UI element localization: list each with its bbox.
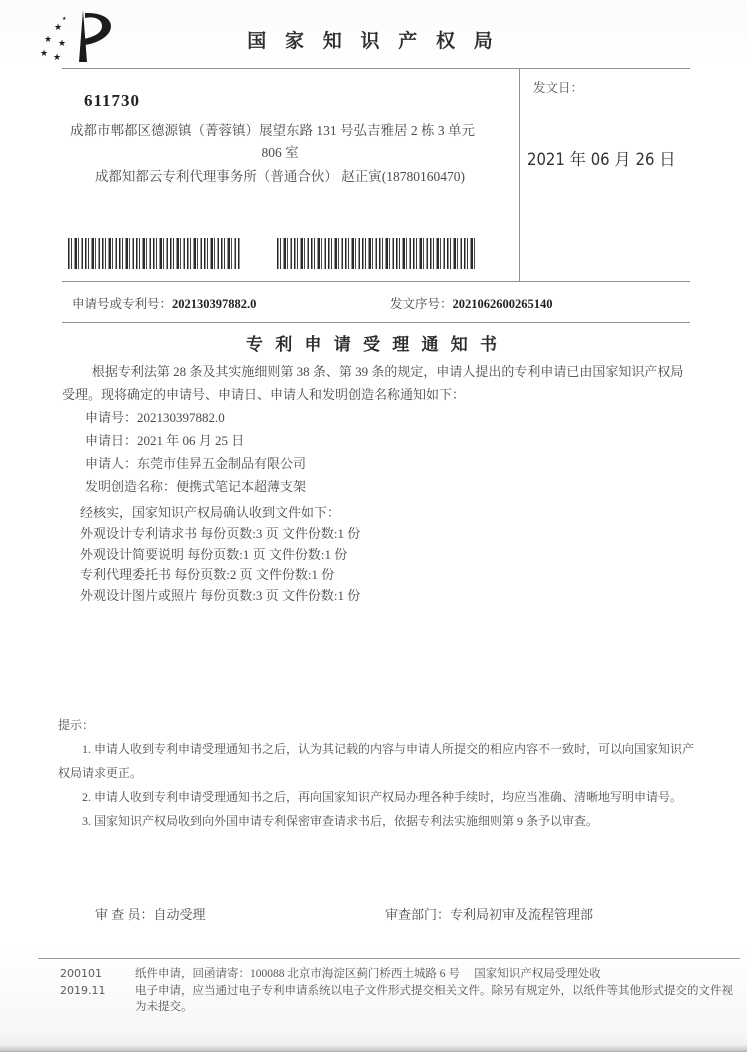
svg-text:★: ★ — [40, 48, 49, 58]
signoff-row — [95, 904, 695, 923]
serial-number-label: 发文序号： — [390, 297, 453, 311]
numbers-bottom-divider — [62, 322, 690, 323]
examiner-value: 自动受理 — [153, 907, 206, 922]
field-label: 发明创造名称： — [85, 479, 177, 494]
field-value: 便携式笔记本超薄支架 — [176, 479, 307, 494]
hints-section — [58, 713, 698, 833]
field-application-date — [85, 429, 694, 452]
serial-number — [390, 294, 553, 312]
recipient-agency-line: 成都知都云专利代理事务所（普通合伙） 赵正寅(18780160470) — [94, 169, 466, 184]
footer-divider — [38, 958, 740, 959]
examiner-label: 审 查 员： — [95, 907, 154, 922]
footer-form-codes — [60, 966, 130, 999]
recipient-block — [70, 90, 490, 188]
hints-label: 提示： — [58, 718, 95, 732]
field-label: 申请号： — [85, 410, 138, 425]
barcode-right — [277, 238, 477, 269]
barcode-left — [68, 238, 241, 269]
field-label: 申请人： — [85, 456, 138, 471]
header-divider — [62, 68, 690, 69]
received-document-item: 外观设计简要说明 每份页数:1 页 文件份数:1 份 — [80, 546, 348, 562]
dispatch-box-divider — [519, 68, 520, 281]
footer-section — [60, 966, 740, 1016]
notice-intro-paragraph: 根据专利法第 28 条及其实施细则第 38 条、第 39 条的规定，申请人提出的专利申请已由国家知识产权局受理。现将确定的申请号、申请日、申请人和发明创造名称通知如下： — [62, 364, 684, 402]
dispatch-date-value: 2021 年 06 月 26 日 — [527, 150, 676, 169]
field-application-number — [85, 406, 694, 429]
field-applicant — [85, 452, 694, 475]
document-numbers-row — [72, 294, 690, 312]
postal-code: 611730 — [84, 91, 141, 110]
recipient-address-line1: 成都市郫都区德源镇（菁蓉镇）展望东路 131 号弘吉雅居 2 栋 3 单元 — [70, 123, 475, 138]
serial-number-value: 2021062600265140 — [452, 297, 553, 311]
svg-text:★: ★ — [54, 22, 63, 32]
field-label: 申请日： — [85, 433, 138, 448]
received-document-item: 外观设计图片或照片 每份页数:3 页 文件份数:1 份 — [80, 587, 361, 603]
field-value: 2021 年 06 月 25 日 — [137, 433, 245, 448]
recipient-address-line2: 806 室 — [261, 145, 299, 160]
application-number-label: 申请号或专利号： — [72, 297, 173, 311]
received-document-item: 外观设计专利请求书 每份页数:3 页 文件份数:1 份 — [80, 526, 361, 541]
department-value: 专利局初审及流程管理部 — [450, 907, 594, 922]
notice-body — [62, 360, 694, 606]
application-number-value: 202130397882.0 — [172, 297, 257, 311]
footer-electronic-line: 电子申请，应当通过电子专利申请系统以电子文件形式提交相关文件。除另有规定外，以纸件等其他形式提交的文件视为未提交。 — [135, 984, 733, 1013]
examiner — [95, 907, 206, 922]
svg-text:★: ★ — [62, 17, 67, 22]
footer-paper-line: 纸件申请，回函请寄：100088 北京市海淀区蓟门桥西土城路 6 号 国家知识产权局受理处收 — [135, 968, 601, 980]
department-label: 审查部门： — [385, 907, 451, 922]
page-edge-shadow — [0, 1045, 747, 1052]
notice-title: 专 利 申 请 受 理 通 知 书 — [246, 335, 501, 354]
dispatch-date-label: 发文日： — [533, 81, 584, 95]
svg-text:★: ★ — [44, 34, 53, 44]
footer-form-date: 2019.11 — [60, 983, 106, 997]
office-title: 国 家 知 识 产 权 局 — [247, 31, 500, 52]
department — [385, 904, 593, 923]
hint-item: 2. 申请人收到专利申请受理通知书之后，再向国家知识产权局办理各种手续时，均应当准确、清晰地写明申请号。 — [82, 790, 683, 804]
hint-item: 1. 申请人收到专利申请受理通知书之后，认为其记载的内容与申请人所提交的相应内容不一致时，可以向国家知识产权局请求更正。 — [58, 742, 695, 780]
field-value: 202130397882.0 — [137, 410, 225, 425]
svg-text:★: ★ — [58, 38, 67, 48]
field-invention-title — [85, 475, 694, 498]
confirmation-intro: 经核实，国家知识产权局确认收到文件如下： — [80, 505, 341, 520]
field-value: 东莞市佳昇五金制品有限公司 — [137, 456, 307, 471]
barcode-bottom-divider — [62, 281, 690, 282]
svg-text:★: ★ — [53, 52, 62, 62]
footer-form-code: 200101 — [60, 967, 102, 980]
received-document-item: 专利代理委托书 每份页数:2 页 文件份数:1 份 — [80, 567, 335, 582]
hint-item: 3. 国家知识产权局收到向外国申请专利保密审查请求书后，依据专利法实施细则第 9 条予以审查。 — [82, 814, 599, 828]
footer-instructions — [135, 966, 735, 1016]
